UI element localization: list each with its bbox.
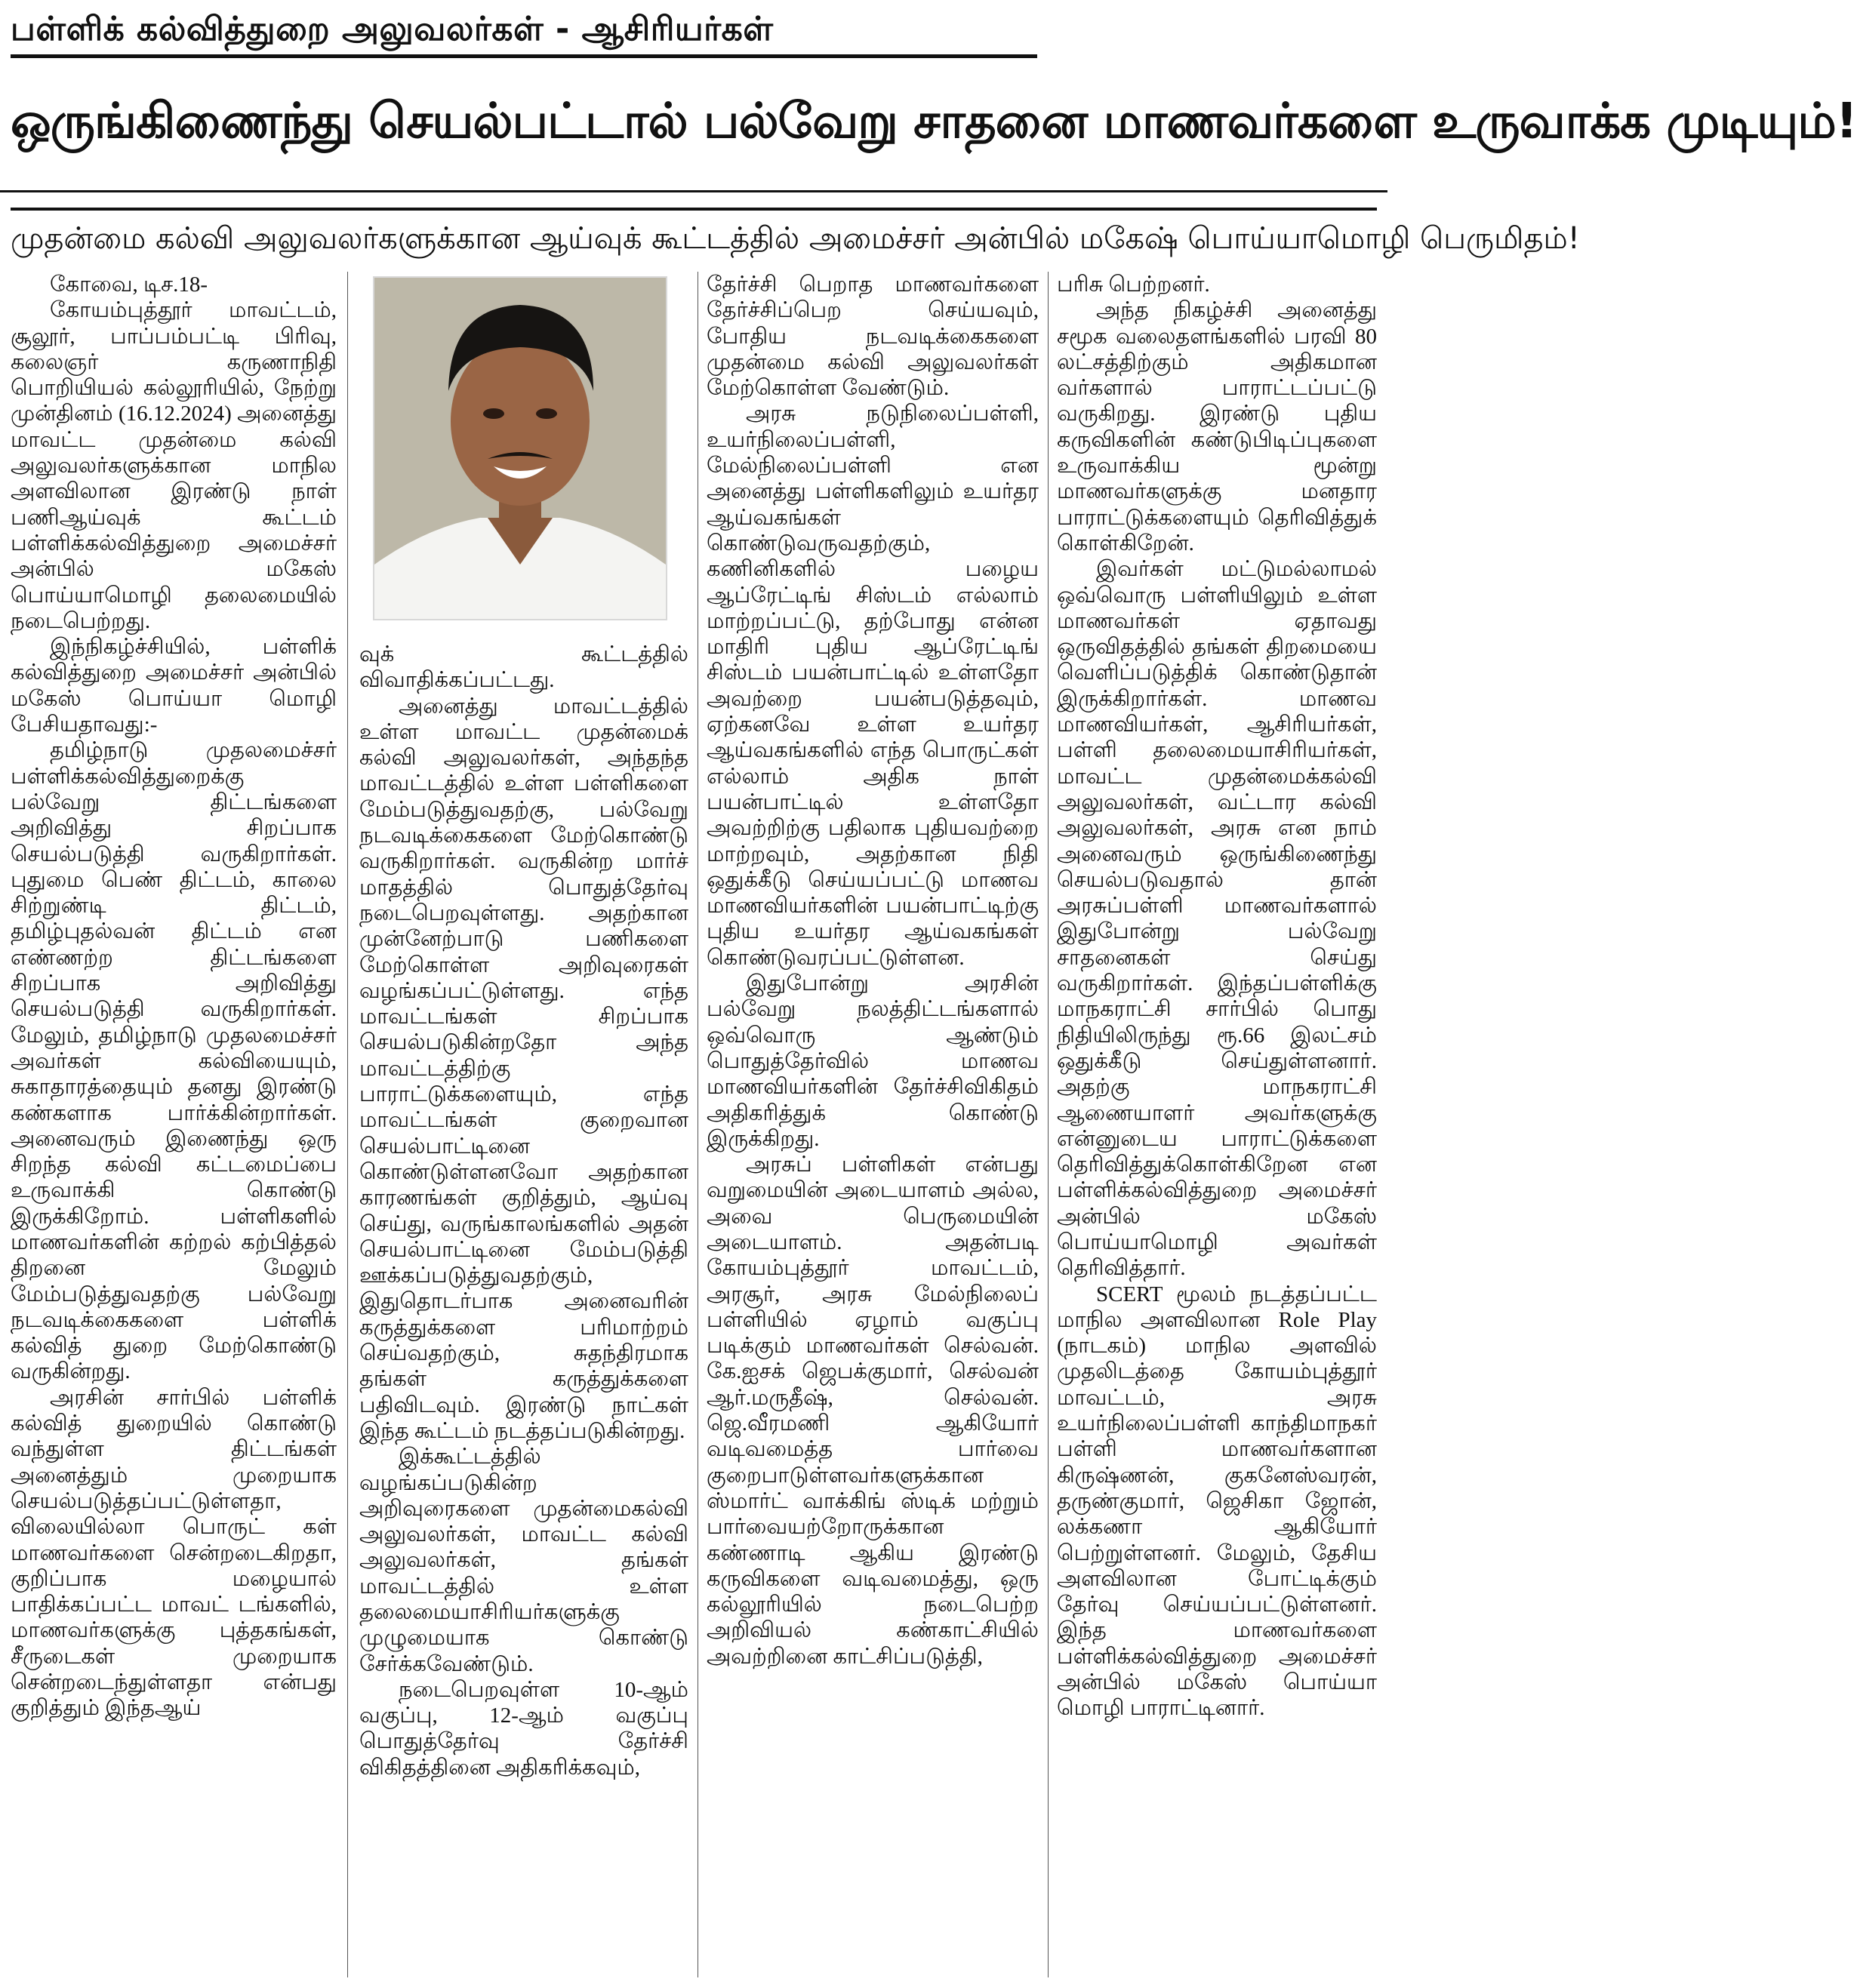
column-divider (1048, 272, 1049, 1977)
paragraph: அந்த நிகழ்ச்சி அனைத்து சமூக வலைதளங்களில் பரவி 80 லட்சத்திற்கும் அதிகமான வர்களால் பாராட்டப்பட்டு வருகிறது. இரண்டு புதிய கருவிகளின் கண்டுபிடிப்புகளை உருவாக்கிய மூன்று மாணவர்களுக்கு மனதார பாராட்டுக்களையும் தெரிவித்துக் கொள்கிறேன். (1057, 298, 1377, 555)
minister-photo (373, 276, 667, 620)
paragraph: தமிழ்நாடு முதலமைச்சர் பள்ளிக்கல்வித்துறைக்கு பல்வேறு திட்டங்களை அறிவித்து சிறப்பாக செயல்படுத்தி வருகிறார்கள். புதுமை பெண் திட்டம், காலை சிற்றுண்டி திட்டம், தமிழ்புதல்வன் திட்டம் என எண்ணற்ற திட்டங்களை சிறப்பாக அறிவித்து செயல்படுத்தி வருகிறார்கள். மேலும், தமிழ்நாடு முதலமைச்சர் அவர்கள் கல்வியையும், சுகாதாரத்தையும் தனது இரண்டு கண்களாக பார்க்கின்றார்கள். அனைவரும் இணைந்து ஒரு சிறந்த கல்வி கட்டமைப்பை உருவாக்கி கொண்டு இருக்கிறோம். பள்ளிகளில் மாணவர்களின் கற்றல் கற்பித்தல் திறனை மேலும் மேம்படுத்துவதற்கு பல்வேறு நடவடிக்கைகளை பள்ளிக் கல்வித் துறை மேற்கொண்டு வருகின்றது. (11, 738, 337, 1384)
headline: ஒருங்கிணைந்து செயல்பட்டால் பல்வேறு சாதனை மாணவர்களை உருவாக்க முடியும்! (11, 94, 1857, 149)
kicker-heading: பள்ளிக் கல்வித்துறை அலுவலர்கள் - ஆசிரியர்கள் (11, 5, 1037, 58)
paragraph: அரசுப் பள்ளிகள் என்பது வறுமையின் அடையாளம் அல்ல, அவை பெருமையின் அடையாளம். அதன்படி கோயம்புத்தூர் மாவட்டம், அரசூர், அரசு மேல்நிலைப் பள்ளியில் ஏழாம் வகுப்பு படிக்கும் மாணவர்கள் செல்வன். கே.ஐசக் ஜெபக்குமார், செல்வன் ஆர்.மருதீஷ், செல்வன். ஜெ.வீரமணி ஆகியோர் வடிவமைத்த பார்வை குறைபாடுள்ளவர்களுக்கான ஸ்மார்ட் வாக்கிங் ஸ்டிக் மற்றும் பார்வையற்றோருக்கான கண்ணாடி ஆகிய இரண்டு கருவிகளை வடிவமைத்து, ஒரு கல்லூரியில் நடைபெற்ற அறிவியல் கண்காட்சியில் அவற்றினை காட்சிப்படுத்தி, (707, 1152, 1039, 1669)
paragraph: அரசு நடுநிலைப்பள்ளி, உயர்நிலைப்பள்ளி, மேல்நிலைப்பள்ளி என அனைத்து பள்ளிகளிலும் உயர்தர ஆய்வகங்கள் கொண்டுவருவதற்கும், கணினிகளில் பழைய ஆப்ரேட்டிங் சிஸ்டம் எல்லாம் மாற்றப்பட்டு, தற்போது என்ன மாதிரி புதிய ஆப்ரேட்டிங் சிஸ்டம் பயன்பாட்டில் உள்ளதோ அவற்றை பயன்படுத்தவும், ஏற்கனவே உள்ள உயர்தர ஆய்வகங்களில் எந்த பொருட்கள் எல்லாம் அதிக நாள் பயன்பாட்டில் உள்ளதோ அவற்றிற்கு பதிலாக புதியவற்றை மாற்றவும், அதற்கான நிதி ஒதுக்கீடு செய்யப்பட்டு மாணவ மாணவியர்களின் பயன்பாட்டிற்கு புதிய உயர்தர ஆய்வகங்கள் கொண்டுவரப்பட்டுள்ளன. (707, 402, 1039, 970)
dateline: கோவை, டிச.18- (50, 272, 208, 297)
column-4 (1057, 272, 1377, 1977)
paragraph: இக்கூட்டத்தில் வழங்கப்படுகின்ற அறிவுரைகளை முதன்மைகல்வி அலுவலர்கள், மாவட்ட கல்வி அலுவலர்கள், தங்கள் மாவட்டத்தில் உள்ள தலைமையாசிரியர்களுக்கு முழுமையாக கொண்டு சேர்க்கவேண்டும். (359, 1445, 688, 1676)
paragraph: இதுபோன்று அரசின் பல்வேறு நலத்திட்டங்களால் ஒவ்வொரு ஆண்டும் பொதுத்தேர்வில் மாணவ மாணவியர்களின் தேர்ச்சிவிகிதம் அதிகரித்துக் கொண்டு இருக்கிறது. (707, 971, 1039, 1151)
paragraph: அனைத்து மாவட்டத்தில் உள்ள மாவட்ட முதன்மைக் கல்வி அலுவலர்கள், அந்தந்த மாவட்டத்தில் உள்ள பள்ளிகளை மேம்படுத்துவதற்கு, பல்வேறு நடவடிக்கைகளை மேற்கொண்டு வருகிறார்கள். வருகின்ற மார்ச் மாதத்தில் பொதுத்தேர்வு நடைபெறவுள்ளது. அதற்கான முன்னேற்பாடு பணிகளை மேற்கொள்ள அறிவுரைகள் வழங்கப்பட்டுள்ளது. எந்த மாவட்டங்கள் சிறப்பாக செயல்படுகின்றதோ அந்த மாவட்டத்திற்கு பாராட்டுக்களையும், எந்த மாவட்டங்கள் குறைவான செயல்பாட்டினை கொண்டுள்ளனவோ அதற்கான காரணங்கள் குறித்தும், ஆய்வு செய்து, வருங்காலங்களில் அதன் செயல்பாட்டினை மேம்படுத்தி ஊக்கப்படுத்துவதற்கும், இதுதொடர்பாக அனைவரின் கருத்துக்களை பரிமாற்றம் செய்வதற்கும், சுதந்திரமாக தங்கள் கருத்துக்களை பதிவிடவும். இரண்டு நாட்கள் இந்த கூட்டம் நடத்தப்படுகின்றது. (359, 694, 688, 1443)
column-divider (347, 272, 348, 1977)
paragraph: வுக் கூட்டத்தில் விவாதிக்கப்பட்டது. (359, 642, 688, 693)
paragraph: இவர்கள் மட்டுமல்லாமல் ஒவ்வொரு பள்ளியிலும் உள்ள மாணவர்கள் ஏதாவது ஒருவிதத்தில் தங்கள் திறமையை வெளிப்படுத்திக் கொண்டுதான் இருக்கிறார்கள். மாணவ மாணவியர்கள், ஆசிரியர்கள், பள்ளி தலைமையாசிரியர்கள், மாவட்ட முதன்மைக்கல்வி அலுவலர்கள், வட்டார கல்வி அலுவலர்கள், அரசு என நாம் அனைவரும் ஒருங்கிணைந்து செயல்படுவதால் தான் அரசுப்பள்ளி மாணவர்களால் இதுபோன்று பல்வேறு சாதனைகள் செய்து வருகிறார்கள். இந்தப்பள்ளிக்கு மாநகராட்சி சார்பில் பொது நிதியிலிருந்து ரூ.66 இலட்சம் ஒதுக்கீடு செய்துள்ளனார். அதற்கு மாநகராட்சி ஆணையாளர் அவர்களுக்கு என்னுடைய பாராட்டுக்களை தெரிவித்துக்கொள்கிறேன என பள்ளிக்கல்வித்துறை அமைச்சர் அன்பில் மகேஸ் பொய்யாமொழி அவர்கள் தெரிவித்தார். (1057, 557, 1377, 1281)
column-1 (11, 272, 337, 1977)
column-2 (359, 642, 688, 1977)
paragraph: கோயம்புத்தூர் மாவட்டம், சூலூர், பாப்பம்பட்டி பிரிவு, கலைஞர் கருணாநிதி பொறியியல் கல்லூரியில், நேற்று முன்தினம் (16.12.2024) அனைத்து மாவட்ட முதன்மை கல்வி அலுவலர்களுக்கான மாநில அளவிலான இரண்டு நாள் பணிஆய்வுக் கூட்டம் பள்ளிக்கல்வித்துறை அமைச்சர் அன்பில் மகேஸ் பொய்யாமொழி தலைமையில் நடைபெற்றது. (11, 298, 337, 633)
paragraph: தேர்ச்சி பெறாத மாணவர்களை தேர்ச்சிப்பெற செய்யவும், போதிய நடவடிக்கைகளை முதன்மை கல்வி அலுவலர்கள் மேற்கொள்ள வேண்டும். (707, 272, 1039, 401)
paragraph: SCERT மூலம் நடத்தப்பட்ட மாநில அளவிலான Role Play (நாடகம்) மாநில அளவில் முதலிடத்தை கோயம்புத்தூர் மாவட்டம், அரசு உயர்நிலைப்பள்ளி காந்திமாநகர் பள்ளி மாணவர்களான கிருஷ்ணன், குகனேஸ்வரன், தருண்குமார், ஜெசிகா ஜோன், லக்கணா ஆகியோர் பெற்றுள்ளனர். மேலும், தேசிய அளவிலான போட்டிக்கும் தேர்வு செய்யப்பட்டுள்ளனர். இந்த மாணவர்களை பள்ளிக்கல்வித்துறை அமைச்சர் அன்பில் மகேஸ் பொய்யா மொழி பாராட்டினார். (1057, 1282, 1377, 1721)
person-portrait-icon (374, 278, 666, 619)
subheadline: முதன்மை கல்வி அலுவலர்களுக்கான ஆய்வுக் கூட்டத்தில் அமைச்சர் அன்பில் மகேஷ் பொய்யாமொழி பெருமிதம்! (11, 208, 1377, 266)
divider (0, 190, 1387, 192)
column-3 (707, 272, 1039, 1977)
paragraph: பரிசு பெற்றனர். (1057, 272, 1210, 297)
paragraph: அரசின் சார்பில் பள்ளிக் கல்வித் துறையில் கொண்டு வந்துள்ள திட்டங்கள் அனைத்தும் முறையாக செயல்படுத்தப்பட்டுள்ளதா, விலையில்லா பொருட் கள் மாணவர்களை சென்றடைகிறதா, குறிப்பாக மழையால் பாதிக்கப்பட்ட மாவட் டங்களில், மாணவர்களுக்கு புத்தகங்கள், சீருடைகள் முறையாக சென்றடைந்துள்ளதா என்பது குறித்தும் இந்தஆய் (11, 1385, 337, 1721)
paragraph: நடைபெறவுள்ள 10-ஆம் வகுப்பு, 12-ஆம் வகுப்பு பொதுத்தேர்வு தேர்ச்சி விகிதத்தினை அதிகரிக்கவும், (359, 1677, 688, 1780)
paragraph: இந்நிகழ்ச்சியில், பள்ளிக் கல்வித்துறை அமைச்சர் அன்பில் மகேஸ் பொய்யா மொழி பேசியதாவது:- (11, 635, 337, 737)
